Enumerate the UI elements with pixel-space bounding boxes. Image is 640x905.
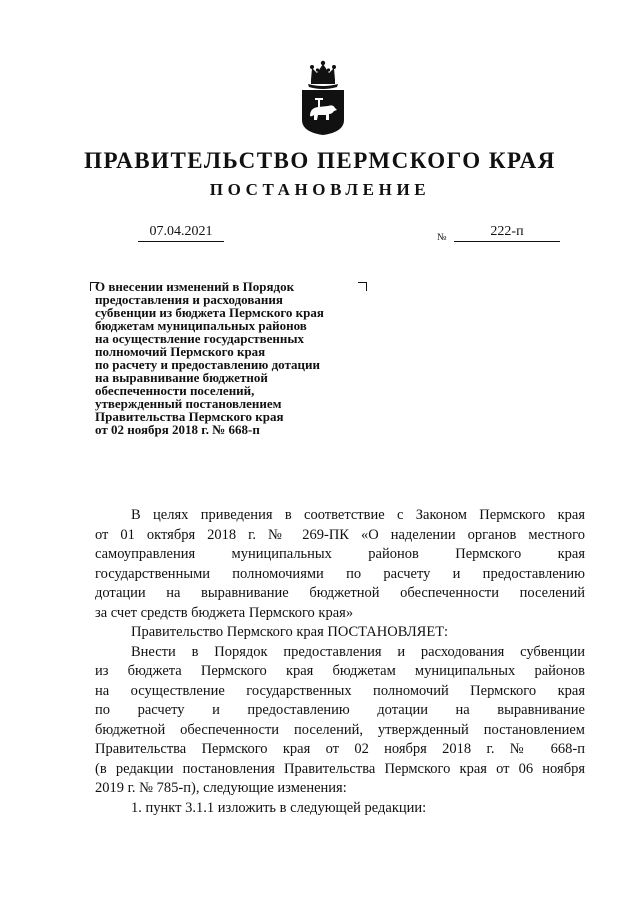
subject-line: субвенции из бюджета Пермского края <box>95 305 324 320</box>
subject-line: предоставления и расходования <box>95 292 283 307</box>
body-line: за счет средств бюджета Пермского края» <box>95 604 354 621</box>
body-line: Правительства Пермского края от 02 ноября 2018 г. № 668-п <box>95 741 585 757</box>
perm-krai-coat-of-arms-icon <box>298 58 348 136</box>
body-line: по расчету и предоставлению дотации на выравнивание <box>95 702 585 718</box>
body-line: бюджетной обеспеченности поселений, утвержденный постановлением <box>95 721 585 738</box>
body-line: самоуправления муниципальных районов Пермского края <box>95 546 585 562</box>
document-type: ПОСТАНОВЛЕНИЕ <box>209 180 431 199</box>
subject-line: полномочий Пермского края <box>95 344 266 359</box>
amendment-paragraph <box>95 643 585 799</box>
subject-line: обеспеченности поселений, <box>95 383 255 398</box>
subject-line: на осуществление государственных <box>95 331 305 346</box>
item-1-paragraph: 1. пункт 3.1.1 изложить в следующей редакции: <box>131 799 427 816</box>
resolution-paragraph: Правительство Пермского края ПОСТАНОВЛЯЕТ: <box>131 624 449 640</box>
subject-line: утвержденный постановлением <box>95 396 282 411</box>
document-body <box>95 506 585 818</box>
body-line: на осуществление государственных полномочий Пермского края <box>95 682 585 699</box>
body-line: 2019 г. № 785-п), следующие изменения: <box>95 780 347 796</box>
document-date: 07.04.2021 <box>138 224 224 242</box>
body-line: В целях приведения в соответствие с Законом Пермского края <box>131 507 585 523</box>
subject-line: О внесении изменений в Порядок <box>95 279 295 294</box>
body-line: Внести в Порядок предоставления и расходования субвенции <box>131 643 585 660</box>
body-line: дотации на выравнивание бюджетной обеспеченности поселений <box>95 585 585 601</box>
subject-line: от 02 ноября 2018 г. № 668-п <box>95 422 260 437</box>
document-subject <box>95 280 385 436</box>
document-number: 222-п <box>454 224 560 242</box>
subject-line: бюджетам муниципальных районов <box>95 318 307 333</box>
subject-line: на выравнивание бюджетной <box>95 370 268 385</box>
government-name: ПРАВИТЕЛЬСТВО ПЕРМСКОГО КРАЯ <box>84 148 556 173</box>
body-line: (в редакции постановления Правительства Пермского края от 06 ноября <box>95 760 585 777</box>
preamble-paragraph <box>95 506 585 623</box>
number-sign: № <box>437 232 447 243</box>
body-line: государственными полномочиями по расчету и предоставлению <box>95 565 585 582</box>
subject-line: по расчету и предоставлению дотации <box>95 357 320 372</box>
subject-line: Правительства Пермского края <box>95 409 284 424</box>
body-line: из бюджета Пермского края бюджетам муниципальных районов <box>95 663 585 679</box>
body-line: от 01 октября 2018 г. № 269-ПК «О наделении органов местного <box>95 526 585 543</box>
